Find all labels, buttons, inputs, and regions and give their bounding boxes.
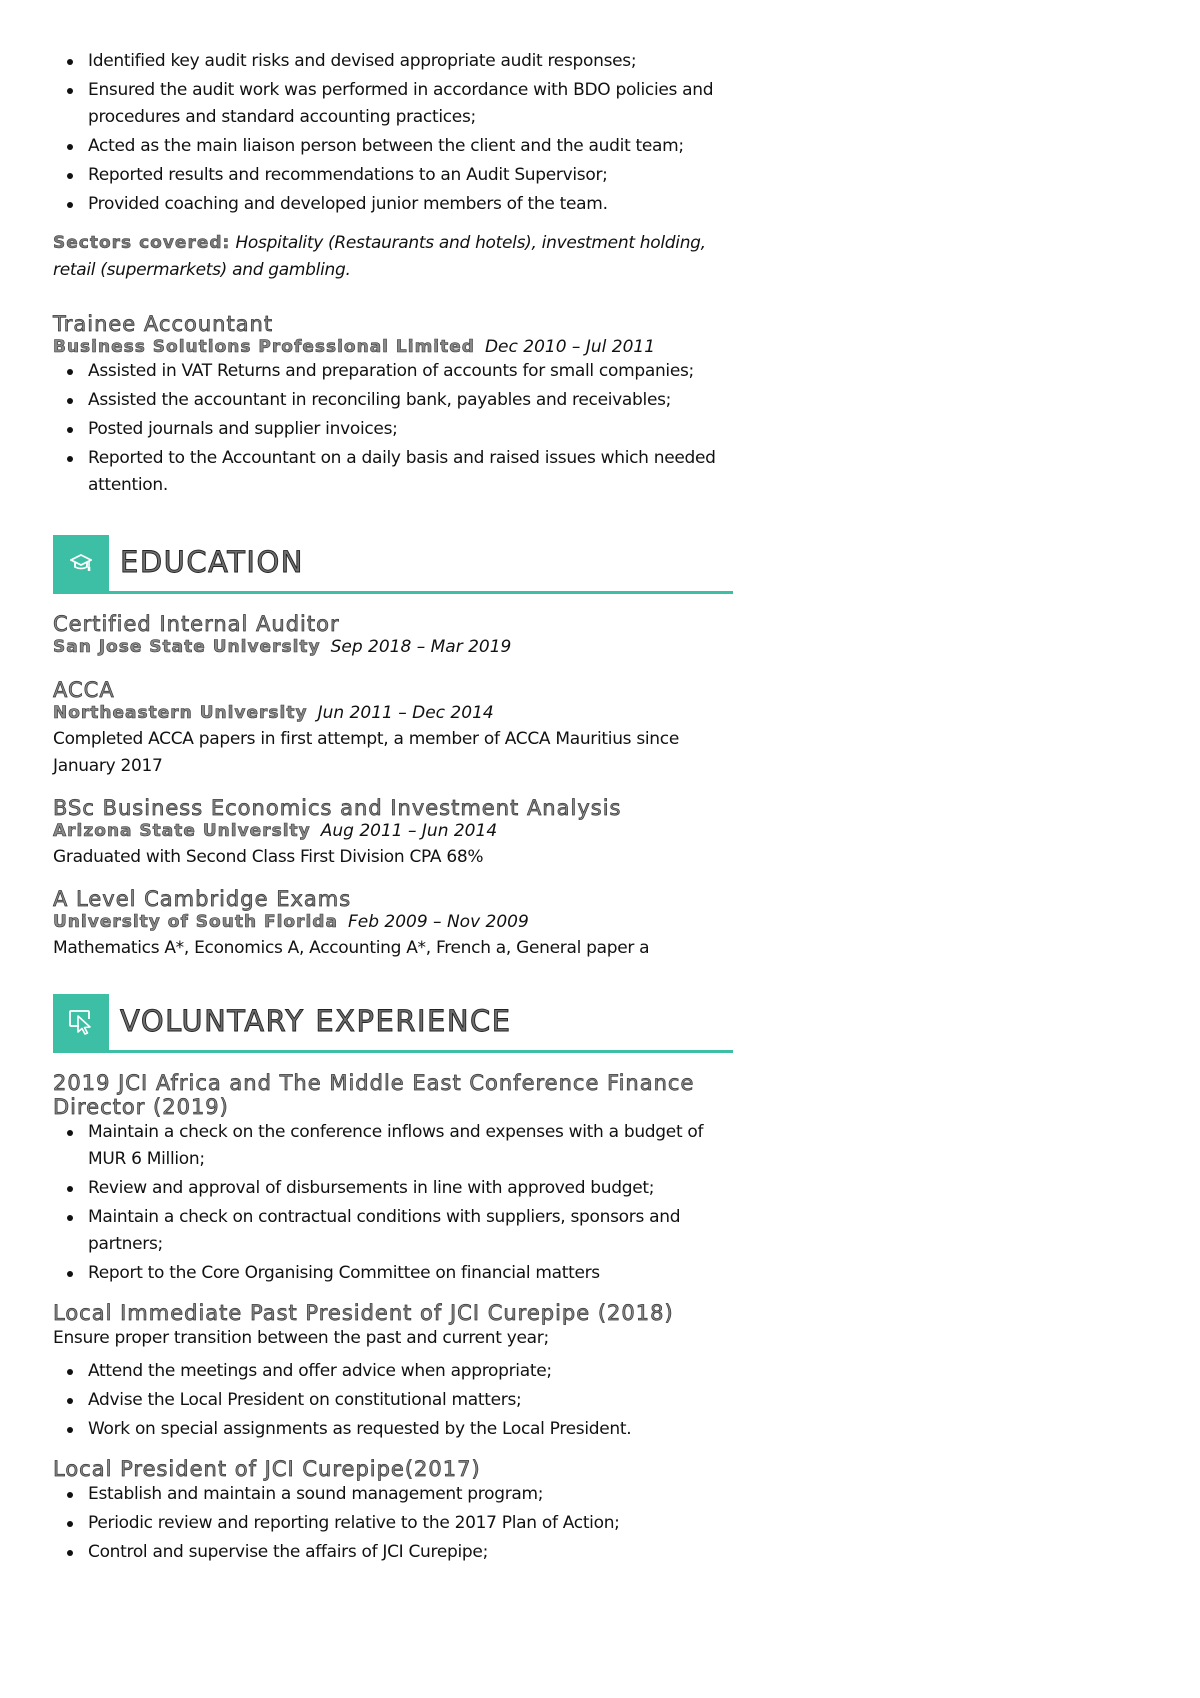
- graduation-cap-icon: [53, 535, 109, 591]
- list-item: Identified key audit risks and devised appropriate audit responses;: [53, 48, 733, 75]
- sectors-covered: [53, 230, 733, 284]
- education-note: Mathematics A*, Economics A, Accounting A*, French a, General paper a: [53, 938, 650, 958]
- degree: Certified Internal Auditor: [53, 612, 340, 636]
- list-item: Control and supervise the affairs of JCI Curepipe;: [53, 1539, 733, 1566]
- list-item: Ensured the audit work was performed in accordance with BDO policies and procedures and standard accounting practices;: [53, 77, 733, 131]
- list-item: Acted as the main liaison person between the client and the audit team;: [53, 133, 733, 160]
- list-item: Assisted in VAT Returns and preparation of accounts for small companies;: [53, 358, 733, 385]
- education-entry: [53, 612, 733, 658]
- education-dates: Aug 2011 – Jun 2014: [320, 821, 498, 841]
- education-dates: Jun 2011 – Dec 2014: [317, 703, 494, 723]
- voluntary-bullets: [53, 1481, 733, 1566]
- voluntary-entry: [53, 1457, 733, 1566]
- school-line: [53, 636, 733, 658]
- education-section-header: [53, 535, 733, 594]
- section-title: EDUCATION: [120, 545, 305, 579]
- education-entry: [53, 796, 733, 871]
- school-line: [53, 911, 733, 933]
- voluntary-entry: [53, 1301, 733, 1443]
- list-item: Maintain a check on contractual conditions with suppliers, sponsors and partners;: [53, 1204, 733, 1258]
- voluntary-intro: Ensure proper transition between the past and current year;: [53, 1328, 549, 1348]
- degree: BSc Business Economics and Investment Analysis: [53, 796, 622, 820]
- school-line: [53, 702, 733, 724]
- voluntary-bullets: [53, 1119, 733, 1287]
- cursor-click-icon: [53, 994, 109, 1050]
- list-item: Assisted the accountant in reconciling bank, payables and receivables;: [53, 387, 733, 414]
- list-item: Reported results and recommendations to an Audit Supervisor;: [53, 162, 733, 189]
- list-item: Periodic review and reporting relative to the 2017 Plan of Action;: [53, 1510, 733, 1537]
- voluntary-role: 2019 JCI Africa and The Middle East Conference Finance Director (2019): [53, 1071, 695, 1119]
- school: University of South Florida: [53, 912, 338, 932]
- education-entry: [53, 678, 733, 780]
- list-item: Report to the Core Organising Committee on financial matters: [53, 1260, 733, 1287]
- degree: A Level Cambridge Exams: [53, 887, 352, 911]
- school-line: [53, 820, 733, 842]
- voluntary-bullets: [53, 1358, 733, 1443]
- education-dates: Sep 2018 – Mar 2019: [330, 637, 512, 657]
- experience-bullets: [53, 48, 733, 218]
- sectors-label: Sectors covered:: [53, 233, 231, 253]
- job-dates: Dec 2010 – Jul 2011: [484, 337, 656, 357]
- list-item: Maintain a check on the conference inflows and expenses with a budget of MUR 6 Million;: [53, 1119, 733, 1173]
- list-item: Reported to the Accountant on a daily basis and raised issues which needed attention.: [53, 445, 733, 499]
- job-entry: [53, 312, 733, 499]
- education-entry: [53, 887, 733, 962]
- list-item: Posted journals and supplier invoices;: [53, 416, 733, 443]
- school: San Jose State University: [53, 637, 321, 657]
- sectors-value: Hospitality (Restaurants and hotels), investment holding, retail (supermarkets) and gambling.: [53, 233, 706, 280]
- education-note: Graduated with Second Class First Division CPA 68%: [53, 847, 484, 867]
- school: Arizona State University: [53, 821, 311, 841]
- education-dates: Feb 2009 – Nov 2009: [347, 912, 529, 932]
- job-bullets: [53, 358, 733, 499]
- voluntary-role: Local President of JCI Curepipe(2017): [53, 1457, 481, 1481]
- school: Northeastern University: [53, 703, 308, 723]
- education-note: Completed ACCA papers in first attempt, a member of ACCA Mauritius since January 2017: [53, 729, 679, 776]
- list-item: Review and approval of disbursements in line with approved budget;: [53, 1175, 733, 1202]
- degree: ACCA: [53, 678, 115, 702]
- voluntary-section-header: [53, 994, 733, 1053]
- job-title: Trainee Accountant: [53, 312, 274, 336]
- voluntary-role: Local Immediate Past President of JCI Curepipe (2018): [53, 1301, 674, 1325]
- list-item: Advise the Local President on constitutional matters;: [53, 1387, 733, 1414]
- list-item: Attend the meetings and offer advice when appropriate;: [53, 1358, 733, 1385]
- section-title: VOLUNTARY EXPERIENCE: [120, 1004, 512, 1038]
- list-item: Work on special assignments as requested by the Local President.: [53, 1416, 733, 1443]
- list-item: Provided coaching and developed junior members of the team.: [53, 191, 733, 218]
- job-company-line: [53, 336, 733, 358]
- list-item: Establish and maintain a sound management program;: [53, 1481, 733, 1508]
- job-company: Business Solutions Professional Limited: [53, 337, 475, 357]
- resume-page: [53, 48, 733, 1568]
- voluntary-entry: [53, 1071, 733, 1287]
